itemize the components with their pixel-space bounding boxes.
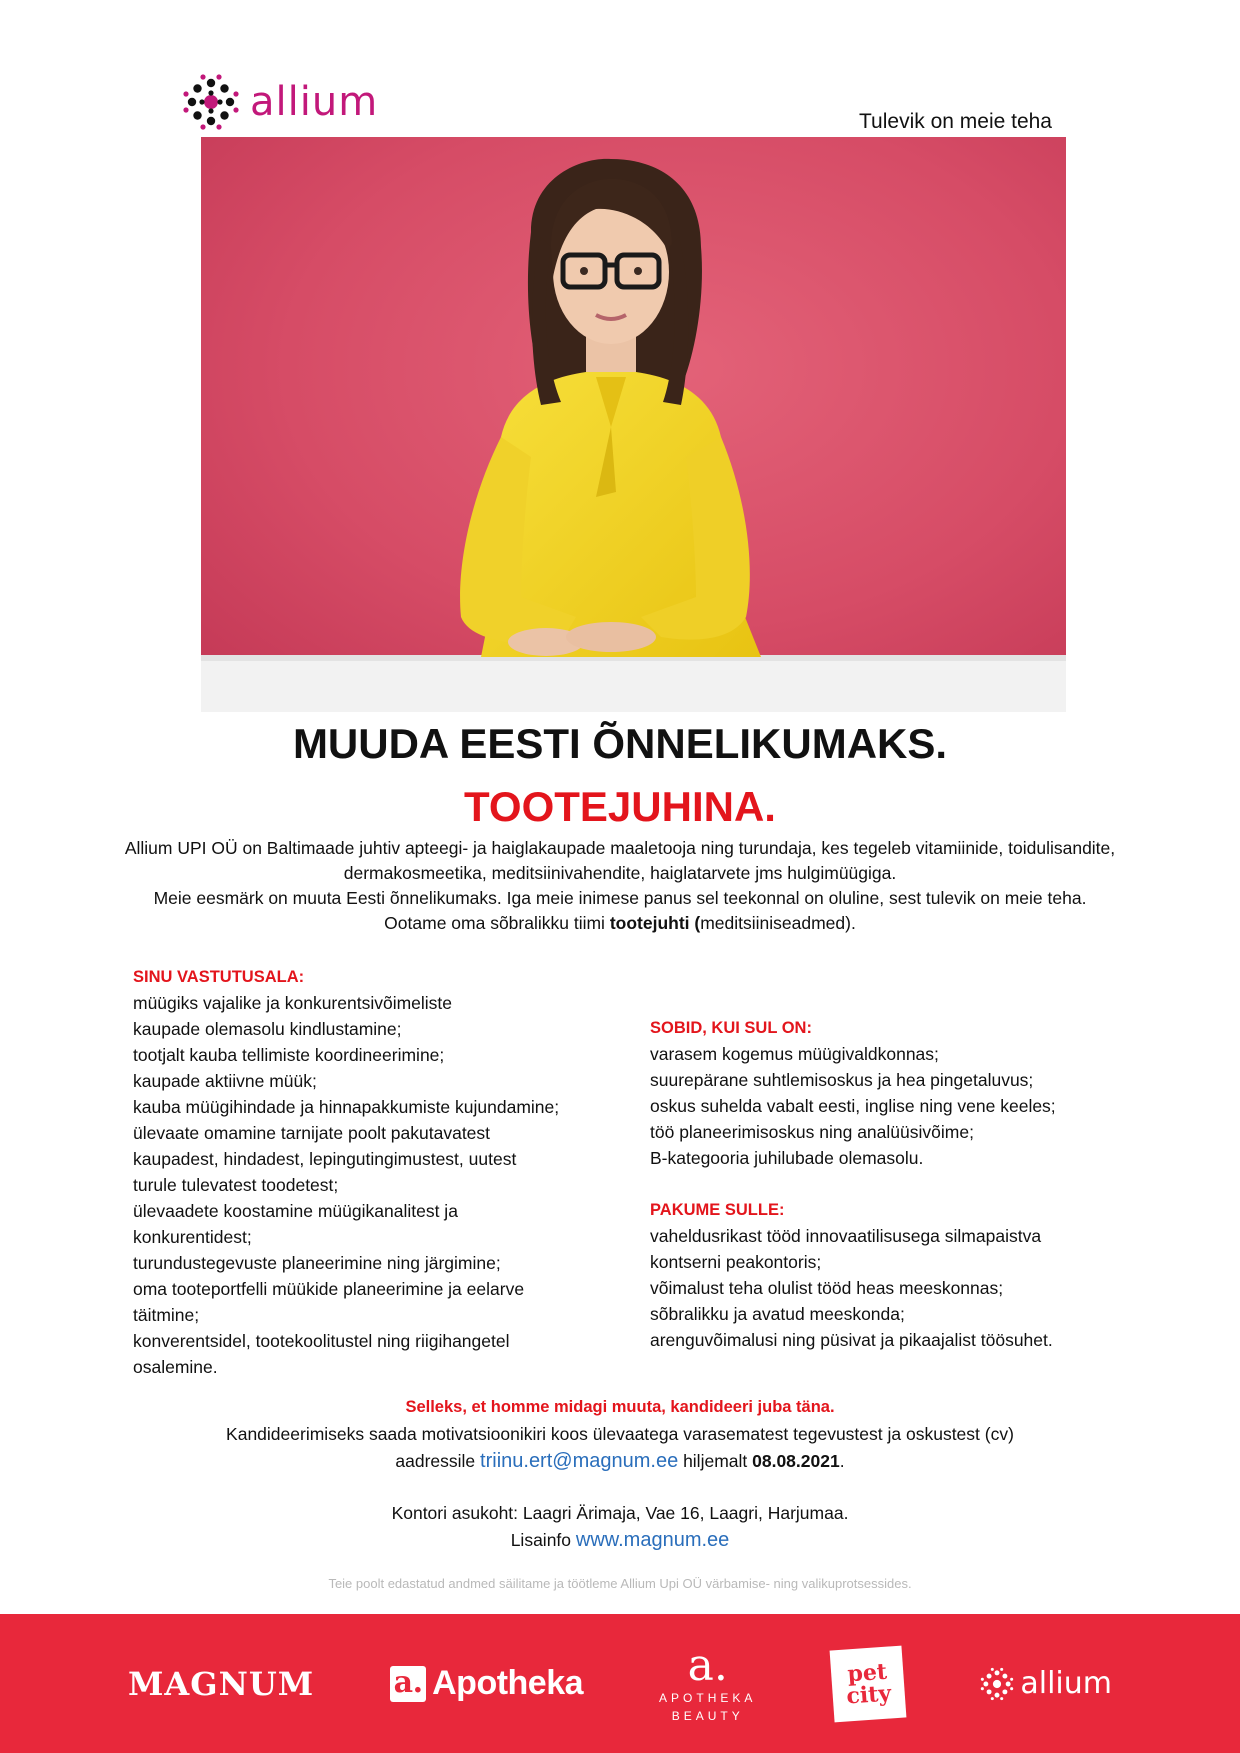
requirements-list <box>650 1041 1120 1171</box>
section-title: PAKUME SULLE: <box>650 1201 785 1219</box>
list-item: varasem kogemus müügivaldkonnas; <box>650 1044 939 1064</box>
role-highlight: tootejuhti ( <box>609 913 701 933</box>
apply-section <box>0 1394 1240 1475</box>
list-item: kaupadest, hindadest, lepingutingimustest, uutest <box>133 1149 517 1169</box>
list-item: tootjalt kauba tellimiste koordineerimine; <box>133 1045 445 1065</box>
section-title: SINU VASTUTUSALA: <box>133 968 305 986</box>
allium-logo <box>182 72 378 132</box>
apply-instructions: Kandideerimiseks saada motivatsioonikiri koos ülevaatega varasematest tegevustest ja oskustest (cv) <box>226 1424 1014 1444</box>
email-link[interactable]: triinu.ert@magnum.ee <box>480 1450 679 1472</box>
list-item: sõbralikku ja avatud meeskonda; <box>650 1304 905 1324</box>
apotheka-text: Apotheka <box>432 1664 584 1702</box>
apply-text: . <box>839 1451 845 1471</box>
apply-text: aadressile <box>395 1451 481 1471</box>
office-section <box>0 1500 1240 1554</box>
list-item: turundustegevuste planeerimine ning järgimine; <box>133 1253 501 1273</box>
more-info-line <box>0 1527 1240 1554</box>
list-item: turule tulevatest toodetest; <box>133 1175 339 1195</box>
woman-portrait-illustration <box>201 137 1066 712</box>
apotheka-mark: a. <box>390 1666 426 1702</box>
list-item: arenguvõimalusi ning püsivat ja pikaajalist töösuhet. <box>650 1330 1053 1350</box>
allium-flower-icon <box>182 73 240 131</box>
list-item: müügiks vajalike ja konkurentsivõimeliste <box>133 993 453 1013</box>
intro-line: Meie eesmärk on muuta Eesti õnnelikumaks. Iga meie inimese panus sel teekonnal on oluline, sest tulevik on meie teha. <box>153 888 1087 908</box>
apotheka-logo <box>390 1664 583 1703</box>
list-item: vaheldusrikast tööd innovaatilisusega silmapaistva <box>650 1226 1042 1246</box>
privacy-notice: Teie poolt edastatud andmed säilitame ja töötleme Allium Upi OÜ värbamise- ning valikuprotsessides. <box>328 1576 912 1591</box>
tagline: Tulevik on meie teha <box>859 110 1052 133</box>
pet-city-logo <box>830 1645 907 1722</box>
headline-main: MUUDA EESTI ÕNNELIKUMAKS. <box>292 720 948 767</box>
allium-flower-icon <box>980 1667 1014 1701</box>
list-item: suurepärane suhtlemisoskus ja hea pingetaluvus; <box>650 1070 1034 1090</box>
call-to-action: Selleks, et homme midagi muuta, kandideeri juba täna. <box>405 1398 835 1416</box>
offer-list <box>650 1223 1120 1353</box>
website-link[interactable]: www.magnum.ee <box>575 1529 730 1551</box>
apply-contact-line <box>0 1448 1240 1475</box>
list-item: oma tooteportfelli müükide planeerimine ja eelarve <box>133 1279 525 1299</box>
list-item: osalemine. <box>133 1357 218 1377</box>
list-item: töö planeerimisoskus ning analüüsivõime; <box>650 1122 974 1142</box>
list-item: oskus suhelda vabalt eesti, inglise ning vene keeles; <box>650 1096 1056 1116</box>
list-item: kauba müügihindade ja hinnapakkumiste kujundamine; <box>133 1097 560 1117</box>
list-item: konkurentidest; <box>133 1227 252 1247</box>
intro-paragraph <box>40 836 1200 936</box>
intro-line: Allium UPI OÜ on Baltimaade juhtiv apteegi- ja haiglakaupade maaletooja ning turundaja, kes tegeleb vitamiinide, toidulisandite, <box>124 838 1116 858</box>
city-text: city <box>845 1679 893 1710</box>
allium-footer-text: allium <box>1020 1666 1112 1701</box>
deadline-date: 08.08.2021 <box>752 1451 840 1471</box>
beauty-mark: a. <box>687 1639 728 1691</box>
list-item: kaupade olemasolu kindlustamine; <box>133 1019 402 1039</box>
apotheka-beauty-logo <box>659 1639 757 1725</box>
beauty-line2: BEAUTY <box>671 1708 744 1723</box>
pet-text: pet <box>846 1658 889 1687</box>
responsibilities-list <box>133 990 633 1380</box>
beauty-line1: APOTHEKA <box>659 1690 757 1705</box>
magnum-logo: MAGNUM <box>127 1664 315 1703</box>
intro-text: meditsiiniseadmed). <box>700 913 856 933</box>
list-item: võimalust teha olulist tööd heas meeskonnas; <box>650 1278 1004 1298</box>
section-title: SOBID, KUI SUL ON: <box>650 1019 812 1037</box>
office-address: Kontori asukoht: Laagri Ärimaja, Vae 16, Laagri, Harjumaa. <box>391 1503 849 1523</box>
headline-role: TOOTEJUHINA. <box>464 783 776 830</box>
more-info-label: Lisainfo <box>510 1530 576 1550</box>
hero-photo <box>201 137 1066 712</box>
list-item: ülevaate omamine tarnijate poolt pakutavatest <box>133 1123 491 1143</box>
list-item: täitmine; <box>133 1305 200 1325</box>
apply-text: hiljemalt <box>678 1451 753 1471</box>
requirements-offer-section <box>650 1015 1120 1353</box>
intro-text: Ootame oma sõbralikku tiimi <box>384 913 610 933</box>
intro-line: dermakosmeetika, meditsiinivahendite, haiglatarvete jms hulgimüügiga. <box>343 863 897 883</box>
intro-line <box>40 911 1200 936</box>
footer-brands <box>0 1614 1240 1753</box>
list-item: konverentsidel, tootekoolitustel ning riigihangetel <box>133 1331 510 1351</box>
list-item: kontserni peakontoris; <box>650 1252 822 1272</box>
allium-footer-logo <box>980 1666 1112 1701</box>
list-item: ülevaadete koostamine müügikanalitest ja <box>133 1201 458 1221</box>
list-item: kaupade aktiivne müük; <box>133 1071 317 1091</box>
logo-text: allium <box>250 79 379 125</box>
list-item: B-kategooria juhilubade olemasolu. <box>650 1148 924 1168</box>
responsibilities-section <box>133 964 633 1380</box>
